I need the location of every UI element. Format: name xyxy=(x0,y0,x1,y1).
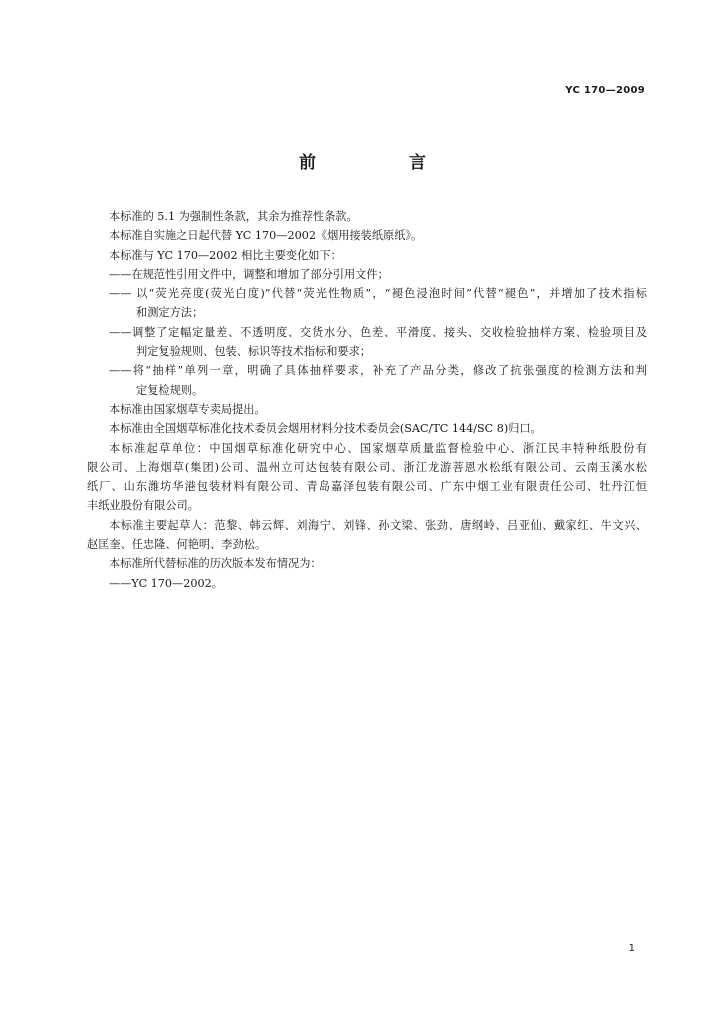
paragraph-line: 本标准主要起草人：范黎、韩云辉、刘海宁、刘锋、孙文梁、张劲、唐纲岭、吕亚仙、戴家红、牛文兴、 xyxy=(109,518,647,532)
paragraph-line: 本标准自实施之日起代替 YC 170—2002《烟用接装纸原纸》。 xyxy=(109,229,423,243)
list-item: ——在规范性引用文件中，调整和增加了部分引用文件； xyxy=(109,267,389,281)
paragraph-line: 本标准与 YC 170—2002 相比主要变化如下： xyxy=(109,248,342,262)
document-body xyxy=(87,207,647,593)
paragraph-line: 纸厂、山东潍坊华港包装材料有限公司、青岛嘉泽包装有限公司、广东中烟工业有限责任公司、牡丹江恒 xyxy=(87,480,647,494)
page-title: 前 言 xyxy=(299,153,464,173)
standard-code: YC 170—2009 xyxy=(565,85,645,96)
list-item-continuation: 定复检规则。 xyxy=(136,383,204,397)
paragraph-line: 本标准由国家烟草专卖局提出。 xyxy=(109,402,266,416)
paragraph-line: 本标准起草单位：中国烟草标准化研究中心、国家烟草质量监督检验中心、浙江民丰特种纸股份有 xyxy=(109,441,647,455)
list-item: ——YC 170—2002。 xyxy=(109,576,223,590)
list-item: ——将“抽样”单列一章，明确了具体抽样要求，补充了产品分类，修改了抗张强度的检测方法和判 xyxy=(109,364,647,378)
paragraph-line: 本标准由全国烟草标准化技术委员会烟用材料分技术委员会(SAC/TC 144/SC 8)归口。 xyxy=(109,422,542,436)
list-item-continuation: 判定复验规则、包装、标识等技术指标和要求； xyxy=(136,345,371,359)
list-item: —— 以“荧光亮度(荧光白度)”代替“荧光性物质”，“褪色浸泡时间”代替“褪色”，并增加了技术指标 xyxy=(109,287,647,301)
paragraph-line: 本标准所代替标准的历次版本发布情况为： xyxy=(109,557,322,571)
paragraph-line: 限公司、上海烟草(集团)公司、温州立可达包装有限公司、浙江龙游菩恩水松纸有限公司、云南玉溪水松 xyxy=(87,460,647,474)
list-item-continuation: 和测定方法； xyxy=(136,306,204,320)
paragraph-line: 丰纸业股份有限公司。 xyxy=(87,499,199,513)
paragraph-line: 赵匡奎、任忠隆、何艳明、李劲松。 xyxy=(87,538,267,552)
list-item: ——调整了定幅定量差、不透明度、交货水分、色差、平滑度、接头、交收检验抽样方案、检验项目及 xyxy=(109,325,647,339)
page-number: 1 xyxy=(628,943,635,954)
paragraph-line: 本标准的 5.1 为强制性条款，其余为推荐性条款。 xyxy=(109,210,358,223)
